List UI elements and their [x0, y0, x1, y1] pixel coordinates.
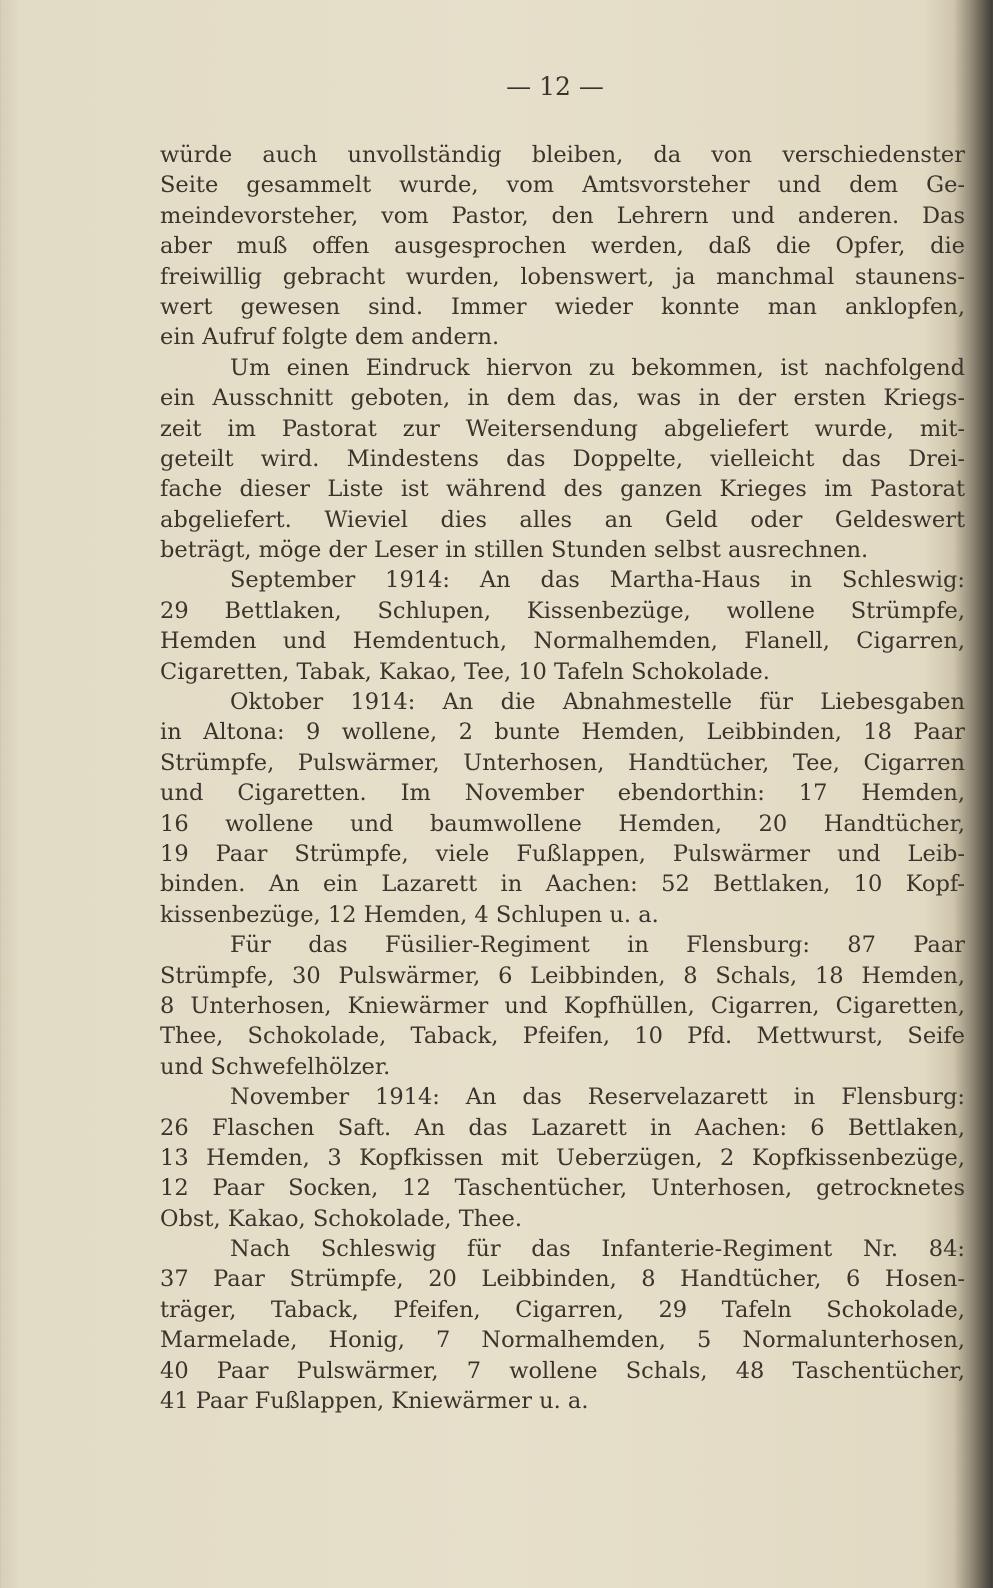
text-line: kissenbezüge, 12 Hemden, 4 Schlupen u. a. [160, 901, 659, 928]
text-line: in Altona: 9 wollene, 2 bunte Hemden, Leibbinden, 18 Paar [160, 719, 965, 746]
text-line: aber muß offen ausgesprochen werden, daß die Opfer, die [160, 233, 965, 260]
text-line: Nach Schleswig für das Infanterie-Regiment Nr. 84: [230, 1236, 965, 1263]
text-line: Für das Füsilier-Regiment in Flensburg: 87 Paar [230, 932, 965, 959]
text-line: ein Aufruf folgte dem andern. [160, 324, 500, 351]
paragraph [160, 1082, 965, 1234]
text-line: und Cigaretten. Im November ebendorthin: 17 Hemden, [160, 780, 965, 807]
text-line: wert gewesen sind. Immer wieder konnte man anklopfen, [160, 293, 965, 320]
text-line: beträgt, möge der Leser in stillen Stunden selbst ausrechnen. [160, 537, 869, 564]
text-line: Cigaretten, Tabak, Kakao, Tee, 10 Tafeln Schokolade. [160, 658, 770, 685]
text-line: fache dieser Liste ist während des ganzen Krieges im Pastorat [160, 476, 965, 503]
text-line: 41 Paar Fußlappen, Kniewärmer u. a. [160, 1388, 589, 1415]
text-line: September 1914: An das Martha-Haus in Schleswig: [230, 567, 965, 594]
text-line: freiwillig gebracht wurden, lobenswert, ja manchmal staunens- [160, 263, 965, 290]
text-line: Hemden und Hemdentuch, Normalhemden, Flanell, Cigarren, [160, 628, 965, 655]
paragraph [160, 930, 965, 1082]
paragraph [160, 140, 965, 353]
text-line: abgeliefert. Wieviel dies alles an Geld oder Geldeswert [160, 506, 965, 533]
body-text [160, 140, 965, 1416]
paragraph [160, 565, 965, 687]
text-line: Marmelade, Honig, 7 Normalhemden, 5 Normalunterhosen, [160, 1327, 965, 1354]
text-line: geteilt wird. Mindestens das Doppelte, vielleicht das Drei- [160, 445, 965, 472]
text-line: Strümpfe, 30 Pulswärmer, 6 Leibbinden, 8 Schals, 18 Hemden, [160, 962, 965, 989]
text-line: 29 Bettlaken, Schlupen, Kissenbezüge, wollene Strümpfe, [160, 597, 965, 624]
text-line: träger, Taback, Pfeifen, Cigarren, 29 Tafeln Schokolade, [160, 1296, 965, 1323]
text-line: 19 Paar Strümpfe, viele Fußlappen, Pulswärmer und Leib- [160, 840, 965, 867]
text-line: Seite gesammelt wurde, vom Amtsvorsteher und dem Ge- [160, 172, 965, 199]
text-line: 37 Paar Strümpfe, 20 Leibbinden, 8 Handtücher, 6 Hosen- [160, 1266, 965, 1293]
text-line: binden. An ein Lazarett in Aachen: 52 Bettlaken, 10 Kopf- [160, 871, 965, 898]
text-line: November 1914: An das Reservelazarett in Flensburg: [230, 1084, 965, 1111]
text-line: ein Ausschnitt geboten, in dem das, was in der ersten Kriegs- [160, 385, 965, 412]
paragraph [160, 687, 965, 930]
paragraph [160, 1234, 965, 1416]
text-line: 26 Flaschen Saft. An das Lazarett in Aachen: 6 Bettlaken, [160, 1114, 965, 1141]
page-number: — 12 — [506, 72, 604, 101]
text-line: Oktober 1914: An die Abnahmestelle für Liebesgaben [230, 689, 965, 716]
text-line: würde auch unvollständig bleiben, da von verschiedenster [160, 142, 965, 168]
text-line: 16 wollene und baumwollene Hemden, 20 Handtücher, [160, 810, 965, 837]
paragraph [160, 353, 965, 566]
text-line: 40 Paar Pulswärmer, 7 wollene Schals, 48 Taschentücher, [160, 1357, 965, 1384]
text-line: meindevorsteher, vom Pastor, den Lehrern und anderen. Das [160, 202, 965, 229]
text-line: 13 Hemden, 3 Kopfkissen mit Ueberzügen, 2 Kopfkissenbezüge, [160, 1144, 965, 1171]
text-line: Um einen Eindruck hiervon zu bekommen, ist nachfolgend [230, 354, 965, 381]
text-line: Thee, Schokolade, Taback, Pfeifen, 10 Pfd. Mettwurst, Seife [160, 1023, 965, 1050]
text-line: zeit im Pastorat zur Weitersendung abgeliefert wurde, mit- [160, 415, 965, 442]
text-line: Strümpfe, Pulswärmer, Unterhosen, Handtücher, Tee, Cigarren [160, 749, 965, 776]
text-line: 8 Unterhosen, Kniewärmer und Kopfhüllen, Cigarren, Cigaretten, [160, 992, 965, 1019]
text-line: Obst, Kakao, Schokolade, Thee. [160, 1205, 523, 1232]
text-line: 12 Paar Socken, 12 Taschentücher, Unterhosen, getrocknetes [160, 1175, 965, 1202]
text-line: und Schwefelhölzer. [160, 1053, 391, 1080]
